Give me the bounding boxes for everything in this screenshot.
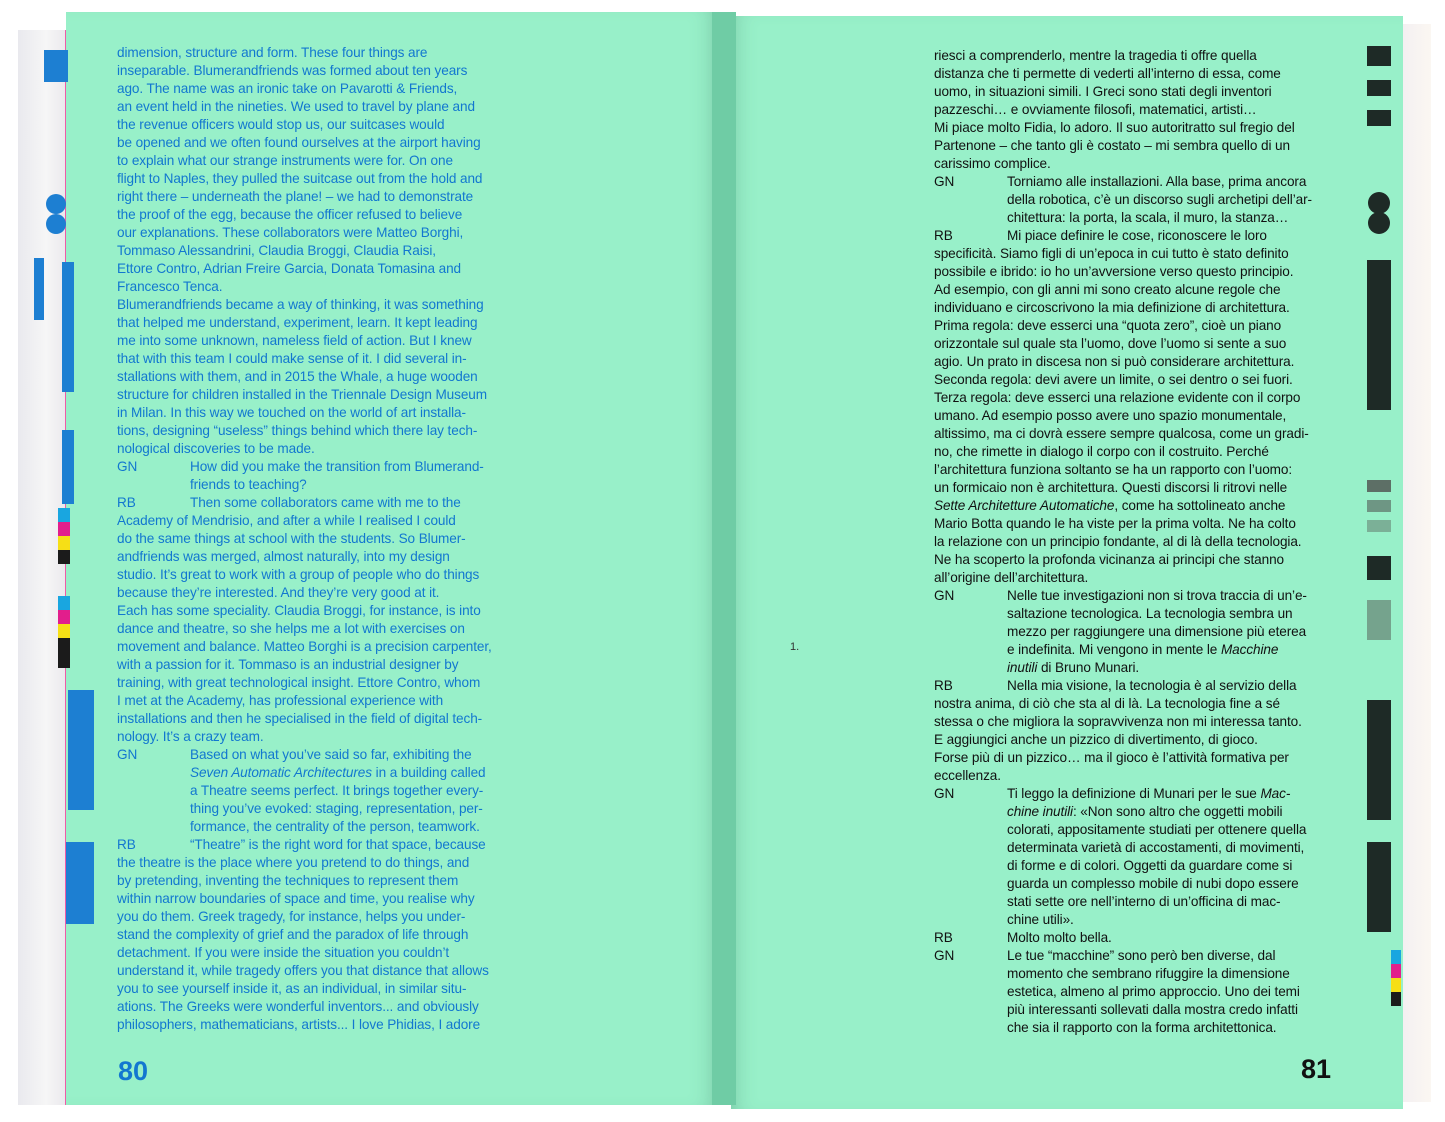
- footnote-marker: 1.: [790, 641, 800, 653]
- line-text: guarda un complesso mobile di nubi dopo essere: [1007, 876, 1299, 891]
- line-text: stati sette ore nell’interno di un’officina di mac-: [1007, 894, 1281, 909]
- text-line: [117, 836, 529, 854]
- line-text: la relazione con un principio fondante, al di là della tecnologia.: [934, 534, 1302, 549]
- line-text: estetica, almeno al primo approccio. Uno dei temi: [1007, 984, 1300, 999]
- text-line: [934, 65, 1338, 83]
- text-line: [117, 206, 529, 224]
- text-line: [117, 710, 529, 728]
- text-line: [117, 800, 529, 818]
- line-text: flight to Naples, they pulled the suitcase out from the hold and: [117, 171, 483, 186]
- speaker-label: [934, 209, 1007, 227]
- line-text: Molto molto bella.: [1007, 930, 1112, 945]
- line-text: Sette Architetture Automatiche, come ha sottolineato anche: [934, 498, 1286, 513]
- text-line: [117, 638, 529, 656]
- color-swatch: [58, 508, 70, 522]
- thumb-tab-blue: [66, 842, 94, 924]
- text-line: [934, 137, 1338, 155]
- line-text: Ne ha scoperto la profonda vicinanza ai principi che stanno: [934, 552, 1285, 567]
- line-text: an event held in the nineties. We used to travel by plane and: [117, 99, 475, 114]
- text-line: [934, 839, 1338, 857]
- text-line: [934, 119, 1338, 137]
- line-text: individuano e circoscrivono la mia definizione di architettura.: [934, 300, 1290, 315]
- text-line: [934, 767, 1338, 785]
- text-line: [934, 695, 1338, 713]
- line-text: Nelle tue investigazioni non si trova traccia di un’e-: [1007, 588, 1307, 603]
- gray-swatch: [1367, 520, 1391, 532]
- text-line: [117, 548, 529, 566]
- line-text: ations. The Greeks were wonderful inventors... and obviously: [117, 999, 479, 1014]
- text-line: [934, 605, 1338, 623]
- line-text: saltazione tecnologica. La tecnologia sembra un: [1007, 606, 1293, 621]
- line-text: più interessanti sollevati dalla mostra credo infatti: [1007, 1002, 1298, 1017]
- text-line: [117, 260, 529, 278]
- gray-swatch: [1367, 500, 1391, 512]
- text-line: [934, 299, 1338, 317]
- text-line: [117, 674, 529, 692]
- line-text: Tommaso Alessandrini, Claudia Broggi, Claudia Raisi,: [117, 243, 436, 258]
- line-text: e indefinita. Mi vengono in mente le Macchine: [1007, 642, 1279, 657]
- text-line: [117, 350, 529, 368]
- line-text: detachment. If you were inside the situation you couldn’t: [117, 945, 450, 960]
- speaker-label: GN: [934, 786, 955, 801]
- speaker-label: [934, 821, 1007, 839]
- color-swatch: [1391, 964, 1401, 978]
- text-line: [934, 317, 1338, 335]
- speaker-label: [934, 875, 1007, 893]
- thumb-tab-dark: [1367, 110, 1391, 126]
- text-line: [117, 440, 529, 458]
- line-text: within narrow boundaries of space and time, you realise why: [117, 891, 475, 906]
- line-text: nostra anima, di ciò che sta al di là. La tecnologia fine a sé: [934, 696, 1280, 711]
- line-text: inseparable. Blumerandfriends was formed about ten years: [117, 63, 468, 78]
- line-text: with a passion for it. Tommaso is an industrial designer by: [117, 657, 459, 672]
- color-swatch: [58, 624, 70, 638]
- speaker-label: GN: [934, 948, 955, 963]
- text-line: [117, 44, 529, 62]
- line-text: to explain what our strange instruments were for. On one: [117, 153, 453, 168]
- text-line: [934, 389, 1338, 407]
- text-line: [934, 209, 1338, 227]
- line-text: right there – underneath the plane! – we had to demonstrate: [117, 189, 474, 204]
- text-line: [934, 281, 1338, 299]
- text-line: [934, 155, 1338, 173]
- line-text: Nella mia visione, la tecnologia è al servizio della: [1007, 678, 1297, 693]
- speaker-label: [934, 893, 1007, 911]
- thumb-tab-blue: [44, 50, 68, 82]
- line-text: in Milan. In this way we touched on the world of art installa-: [117, 405, 466, 420]
- text-line: [934, 83, 1338, 101]
- color-swatch: [1391, 950, 1401, 964]
- line-text: E aggiungici anche un pizzico di divertimento, di gioco.: [934, 732, 1258, 747]
- line-text: you to see yourself inside it, as an individual, in similar situ-: [117, 981, 467, 996]
- line-text: Mario Botta quando le ha viste per la prima volta. Ne ha colto: [934, 516, 1296, 531]
- color-swatch: [58, 610, 70, 624]
- color-swatch: [1391, 992, 1401, 1006]
- line-text: Seconda regola: devi avere un limite, o sei dentro o sei fuori.: [934, 372, 1293, 387]
- text-line: [117, 854, 529, 872]
- text-line: [934, 263, 1338, 281]
- thumb-tab-dark: [1367, 260, 1391, 410]
- line-text: agio. Un prato in discesa non si può considerare architettura.: [934, 354, 1295, 369]
- text-line: [117, 872, 529, 890]
- text-line: [117, 818, 529, 836]
- speaker-label: [934, 659, 1007, 677]
- text-line: [934, 569, 1338, 587]
- line-text: Ad esempio, con gli anni mi sono creato alcune regole che: [934, 282, 1281, 297]
- line-text: you do them. Greek tragedy, for instance, helps you under-: [117, 909, 466, 924]
- text-line: [117, 656, 529, 674]
- color-swatch: [58, 536, 70, 550]
- line-text: Ti leggo la definizione di Munari per le sue Mac-: [1007, 786, 1291, 801]
- line-text: andfriends was merged, almost naturally, into my design: [117, 549, 450, 564]
- line-text: our explanations. These collaborators were Matteo Borghi,: [117, 225, 464, 240]
- line-text: inutili di Bruno Munari.: [1007, 660, 1140, 675]
- line-text: “Theatre” is the right word for that space, because: [190, 837, 486, 852]
- page-number-right: 81: [1301, 1054, 1332, 1084]
- text-line: [117, 584, 529, 602]
- line-text: Torniamo alle installazioni. Alla base, prima ancora: [1007, 174, 1307, 189]
- speaker-label: [934, 965, 1007, 983]
- text-line: [117, 998, 529, 1016]
- speaker-label: GN: [117, 747, 138, 762]
- speaker-label: [117, 818, 190, 836]
- line-text: formance, the centrality of the person, teamwork.: [190, 819, 480, 834]
- text-line: [934, 533, 1338, 551]
- left-page-text: [117, 44, 529, 1034]
- text-line: [117, 512, 529, 530]
- text-line: [934, 983, 1338, 1001]
- text-line: [117, 188, 529, 206]
- line-text: Academy of Mendrisio, and after a while I realised I could: [117, 513, 456, 528]
- line-text: nological discoveries to be made.: [117, 441, 315, 456]
- text-line: [934, 623, 1338, 641]
- line-text: I met at the Academy, has professional experience with: [117, 693, 444, 708]
- line-text: ago. The name was an ironic take on Pavarotti & Friends,: [117, 81, 458, 96]
- thumb-tab-blue: [68, 690, 94, 810]
- speaker-label: [934, 911, 1007, 929]
- line-text: because they’re interested. And they’re very good at it.: [117, 585, 440, 600]
- line-text: Ettore Contro, Adrian Freire Garcia, Donata Tomasina and: [117, 261, 461, 276]
- text-line: [117, 62, 529, 80]
- line-text: l’architettura funziona soltanto se ha un rapporto con l’uomo:: [934, 462, 1293, 477]
- speaker-label: [117, 782, 190, 800]
- line-text: Le tue “macchine” sono però ben diverse, dal: [1007, 948, 1276, 963]
- line-text: a Theatre seems perfect. It brings together every-: [190, 783, 484, 798]
- text-line: [934, 785, 1338, 803]
- text-line: [934, 857, 1338, 875]
- line-text: Prima regola: deve esserci una “quota zero”, cioè un piano: [934, 318, 1282, 333]
- line-text: by pretending, inventing the techniques to represent them: [117, 873, 459, 888]
- text-line: [934, 335, 1338, 353]
- color-swatch: [58, 596, 70, 610]
- line-text: stessa o che migliora la sopravvivenza non mi interessa tanto.: [934, 714, 1302, 729]
- line-text: training, with great technological insight. Ettore Contro, whom: [117, 675, 481, 690]
- line-text: philosophers, mathematicians, artists... I love Phidias, I adore: [117, 1017, 481, 1032]
- line-text: movement and balance. Matteo Borghi is a precision carpenter,: [117, 639, 492, 654]
- text-line: [117, 152, 529, 170]
- speaker-label: [934, 803, 1007, 821]
- text-line: [934, 479, 1338, 497]
- text-line: [117, 404, 529, 422]
- line-text: che sia il rapporto con la forma architettonica.: [1007, 1020, 1277, 1035]
- text-line: [117, 620, 529, 638]
- text-line: [117, 116, 529, 134]
- speaker-label: GN: [934, 588, 955, 603]
- text-line: [934, 713, 1338, 731]
- speaker-label: GN: [117, 459, 138, 474]
- text-line: [117, 278, 529, 296]
- line-text: Seven Automatic Architectures in a building called: [190, 765, 486, 780]
- text-line: [934, 641, 1338, 659]
- right-page-text: [934, 47, 1338, 1037]
- speaker-label: [934, 839, 1007, 857]
- text-line: [934, 497, 1338, 515]
- speaker-label: [117, 764, 190, 782]
- text-line: [934, 1019, 1338, 1037]
- line-text: me into some unknown, nameless field of action. But I knew: [117, 333, 472, 348]
- speaker-label: RB: [934, 678, 953, 693]
- color-swatch: [1391, 978, 1401, 992]
- text-line: [934, 407, 1338, 425]
- text-line: [934, 461, 1338, 479]
- text-line: [117, 98, 529, 116]
- speaker-label: RB: [117, 837, 136, 852]
- text-line: [117, 1016, 529, 1034]
- line-text: the theatre is the place where you pretend to do things, and: [117, 855, 470, 870]
- text-line: [934, 551, 1338, 569]
- line-text: momento che sembrano rifuggire la dimensione: [1007, 966, 1290, 981]
- text-line: [934, 47, 1338, 65]
- text-line: [117, 242, 529, 260]
- text-line: [117, 368, 529, 386]
- thumb-dot: [46, 194, 66, 214]
- text-line: [934, 587, 1338, 605]
- text-line: [117, 224, 529, 242]
- thumb-tab-dark: [1367, 556, 1391, 580]
- line-text: stallations with them, and in 2015 the Whale, a huge wooden: [117, 369, 478, 384]
- line-text: the proof of the egg, because the officer refused to believe: [117, 207, 463, 222]
- line-text: all’origine dell’architettura.: [934, 570, 1089, 585]
- speaker-label: [934, 1001, 1007, 1019]
- text-line: [934, 821, 1338, 839]
- speaker-label: RB: [117, 495, 136, 510]
- line-text: umano. Ad esempio posso avere uno spazio monumentale,: [934, 408, 1287, 423]
- line-text: chine utili».: [1007, 912, 1074, 927]
- text-line: [934, 947, 1338, 965]
- text-line: [117, 764, 529, 782]
- line-text: pazzeschi… e ovviamente filosofi, matematici, artisti…: [934, 102, 1257, 117]
- text-line: [117, 566, 529, 584]
- text-line: [117, 962, 529, 980]
- text-line: [117, 692, 529, 710]
- text-line: [934, 173, 1338, 191]
- line-text: Based on what you’ve said so far, exhibiting the: [190, 747, 472, 762]
- text-line: [117, 728, 529, 746]
- line-text: Partenone – che tanto gli è costato – mi sembra quello di un: [934, 138, 1290, 153]
- thumb-dot: [46, 214, 66, 234]
- line-text: di forme e di colori. Oggetti da guardare come si: [1007, 858, 1293, 873]
- line-text: How did you make the transition from Blumerand-: [190, 459, 484, 474]
- text-line: [117, 890, 529, 908]
- text-line: [934, 929, 1338, 947]
- line-text: orizzontale sul quale sta l’uomo, dove l’uomo si sente a suo: [934, 336, 1287, 351]
- speaker-label: [934, 857, 1007, 875]
- line-text: riesci a comprenderlo, mentre la tragedia ti offre quella: [934, 48, 1257, 63]
- line-text: altissimo, ma ci dovrà essere sempre qualcosa, come un gradi-: [934, 426, 1309, 441]
- line-text: colorati, appositamente studiati per ottenere quella: [1007, 822, 1307, 837]
- text-line: [117, 476, 529, 494]
- speaker-label: [117, 476, 190, 494]
- text-line: [934, 749, 1338, 767]
- text-line: [934, 425, 1338, 443]
- line-text: stand the complexity of grief and the paradox of life through: [117, 927, 469, 942]
- thumb-tab-blue: [62, 430, 74, 504]
- speaker-label: RB: [934, 930, 953, 945]
- text-line: [117, 908, 529, 926]
- line-text: un formicaio non è architettura. Questi discorsi li ritrovi nelle: [934, 480, 1288, 495]
- text-line: [934, 911, 1338, 929]
- line-text: nology. It’s a crazy team.: [117, 729, 264, 744]
- gutter: [712, 12, 736, 1105]
- text-line: [117, 422, 529, 440]
- line-text: thing you’ve evoked: staging, representation, per-: [190, 801, 483, 816]
- line-text: Terza regola: deve esserci una relazione evidente con il corpo: [934, 390, 1301, 405]
- line-text: uomo, in situazioni simili. I Greci sono stati degli inventori: [934, 84, 1272, 99]
- text-line: [934, 1001, 1338, 1019]
- text-line: [117, 980, 529, 998]
- line-text: possibile e ibrido: io ho un’avversione verso questo principio.: [934, 264, 1294, 279]
- text-line: [934, 731, 1338, 749]
- speaker-label: [934, 191, 1007, 209]
- text-line: [117, 134, 529, 152]
- line-text: Forse più di un pizzico… ma il gioco è l’attività formativa per: [934, 750, 1289, 765]
- line-text: that with this team I could make sense of it. I did several in-: [117, 351, 467, 366]
- line-text: distanza che ti permette di vederti all’interno di essa, come: [934, 66, 1281, 81]
- text-line: [117, 80, 529, 98]
- line-text: eccellenza.: [934, 768, 1001, 783]
- line-text: studio. It’s great to work with a group of people who do things: [117, 567, 480, 582]
- line-text: carissimo complice.: [934, 156, 1051, 171]
- line-text: the revenue officers would stop us, our suitcases would: [117, 117, 445, 132]
- line-text: determinata varietà di accostamenti, di movimenti,: [1007, 840, 1305, 855]
- thumb-tab-blue: [62, 262, 74, 392]
- gray-swatch: [1367, 480, 1391, 492]
- line-text: do the same things at school with the students. So Blumer-: [117, 531, 466, 546]
- color-swatch: [58, 522, 70, 536]
- line-text: chine inutili: «Non sono altro che oggetti mobili: [1007, 804, 1283, 819]
- text-line: [117, 458, 529, 476]
- line-text: mezzo per raggiungere una dimensione più eterea: [1007, 624, 1307, 639]
- speaker-label: RB: [934, 228, 953, 243]
- text-line: [934, 353, 1338, 371]
- line-text: dimension, structure and form. These four things are: [117, 45, 428, 60]
- thumb-tab-dark: [1367, 842, 1391, 932]
- thumb-tab-blue: [34, 258, 44, 320]
- line-text: Blumerandfriends became a way of thinking, it was something: [117, 297, 484, 312]
- speaker-label: [934, 641, 1007, 659]
- text-line: [934, 803, 1338, 821]
- line-text: that helped me understand, experiment, learn. It kept leading: [117, 315, 478, 330]
- text-line: [117, 602, 529, 620]
- text-line: [934, 965, 1338, 983]
- text-line: [117, 926, 529, 944]
- color-swatch: [58, 638, 70, 668]
- line-text: understand it, while tragedy offers you that distance that allows: [117, 963, 489, 978]
- text-line: [117, 332, 529, 350]
- text-line: [934, 443, 1338, 461]
- text-line: [117, 782, 529, 800]
- line-text: Mi piace definire le cose, riconoscere le loro: [1007, 228, 1267, 243]
- line-text: della robotica, c’è un discorso sugli archetipi dell’ar-: [1007, 192, 1312, 207]
- line-text: Francesco Tenca.: [117, 279, 223, 294]
- line-text: Then some collaborators came with me to the: [190, 495, 461, 510]
- text-line: [934, 245, 1338, 263]
- text-line: [934, 893, 1338, 911]
- text-line: [117, 314, 529, 332]
- thumb-dot: [1368, 192, 1390, 214]
- page-number-left: 80: [118, 1056, 149, 1086]
- speaker-label: [934, 983, 1007, 1001]
- line-text: Mi piace molto Fidia, lo adoro. Il suo autoritratto sul fregio del: [934, 120, 1295, 135]
- line-text: tions, designing “useless” things behind which there lay tech-: [117, 423, 478, 438]
- speaker-label: GN: [934, 174, 955, 189]
- speaker-label: [934, 623, 1007, 641]
- text-line: [934, 191, 1338, 209]
- text-line: [934, 515, 1338, 533]
- line-text: be opened and we often found ourselves at the airport having: [117, 135, 481, 150]
- thumb-tab-dark: [1367, 80, 1391, 96]
- text-line: [117, 944, 529, 962]
- line-text: structure for children installed in the Triennale Design Museum: [117, 387, 487, 402]
- text-line: [934, 659, 1338, 677]
- speaker-label: [117, 800, 190, 818]
- text-line: [117, 530, 529, 548]
- text-line: [934, 875, 1338, 893]
- color-swatch: [58, 550, 70, 564]
- text-line: [117, 386, 529, 404]
- line-text: installations and then he specialised in the field of digital tech-: [117, 711, 483, 726]
- line-text: friends to teaching?: [190, 477, 307, 492]
- speaker-label: [934, 1019, 1007, 1037]
- text-line: [117, 746, 529, 764]
- text-line: [117, 170, 529, 188]
- text-line: [117, 296, 529, 314]
- gray-swatch: [1367, 600, 1391, 640]
- line-text: no, che rimette in dialogo il corpo con il costruito. Perché: [934, 444, 1269, 459]
- text-line: [117, 494, 529, 512]
- line-text: chitettura: la porta, la scala, il muro, la stanza…: [1007, 210, 1289, 225]
- thumb-tab-dark: [1367, 700, 1391, 820]
- text-line: [934, 227, 1338, 245]
- speaker-label: [934, 605, 1007, 623]
- text-line: [934, 677, 1338, 695]
- text-line: [934, 101, 1338, 119]
- thumb-dot: [1368, 212, 1390, 234]
- line-text: dance and theatre, so she helps me a lot with exercises on: [117, 621, 465, 636]
- line-text: Each has some speciality. Claudia Broggi, for instance, is into: [117, 603, 481, 618]
- text-line: [934, 371, 1338, 389]
- line-text: specificità. Siamo figli di un’epoca in cui tutto è stato definito: [934, 246, 1289, 261]
- thumb-tab-dark: [1367, 46, 1391, 66]
